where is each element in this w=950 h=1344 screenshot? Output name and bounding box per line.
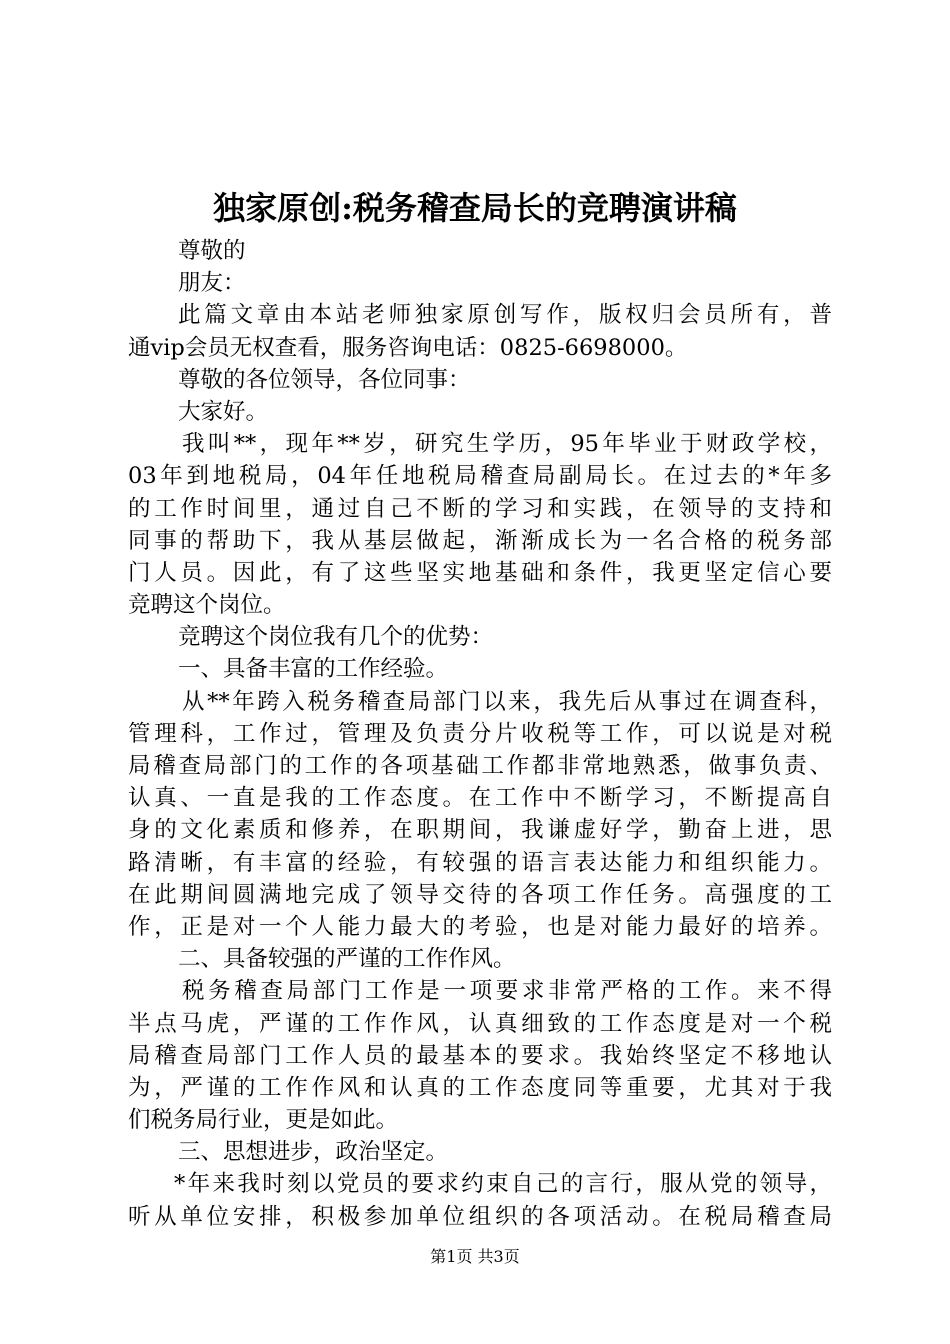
paragraph-line: 门人员。因此，有了这些坚实地基础和条件，我更坚定信心要	[128, 559, 832, 586]
paragraph-line: 管理科，工作过，管理及负责分片收税等工作，可以说是对税	[128, 720, 832, 747]
paragraph-line: 局稽查局部门工作人员的最基本的要求。我始终坚定不移地认	[128, 1042, 832, 1069]
copyright-notice-line-1: 此篇文章由本站老师独家原创写作，版权归会员所有，普	[178, 302, 832, 329]
paragraph-line: 身的文化素质和修养，在职期间，我谦虚好学，勤奋上进，思	[128, 817, 832, 844]
paragraph-line: 的工作时间里，通过自己不断的学习和实践，在领导的支持和	[128, 495, 832, 522]
document-body	[128, 235, 832, 1233]
paragraph-line: 我叫**，现年**岁，研究生学历，95年毕业于财政学校，	[182, 431, 832, 458]
section-heading-3: 三、思想进步，政治坚定。	[178, 1139, 449, 1166]
paragraph-line: 在此期间圆满地完成了领导交待的各项工作任务。高强度的工	[128, 881, 832, 908]
paragraph-line: 税务稽查局部门工作是一项要求非常严格的工作。来不得	[182, 978, 832, 1005]
section-heading-1: 一、具备丰富的工作经验。	[178, 656, 449, 683]
copyright-notice-line-2: 通vip会员无权查看，服务咨询电话：0825-6698000。	[128, 334, 688, 361]
advantages-intro-line: 竞聘这个岗位我有几个的优势：	[178, 624, 494, 651]
paragraph-line: 听从单位安排，积极参加单位组织的各项活动。在税局稽查局	[128, 1203, 832, 1230]
paragraph-line: 认真、一直是我的工作态度。在工作中不断学习，不断提高自	[128, 785, 832, 812]
hello-line: 大家好。	[178, 398, 269, 425]
paragraph-line: *年来我时刻以党员的要求约束自己的言行，服从党的领导，	[174, 1171, 832, 1198]
paragraph-line: 半点马虎，严谨的工作作风，认真细致的工作态度是对一个税	[128, 1010, 832, 1037]
paragraph-line: 03年到地税局，04年任地税局稽查局副局长。在过去的*年多	[128, 463, 832, 490]
section-heading-2: 二、具备较强的严谨的工作作风。	[178, 946, 516, 973]
paragraph-line: 同事的帮助下，我从基层做起，渐渐成长为一名合格的税务部	[128, 527, 832, 554]
paragraph-line: 竞聘这个岗位。	[128, 592, 286, 619]
document-title: 独家原创:税务稽查局长的竞聘演讲稿	[213, 189, 737, 227]
salutation-line-1: 尊敬的	[178, 238, 246, 264]
paragraph-line: 作，正是对一个人能力最大的考验，也是对能力最好的培养。	[128, 913, 832, 940]
paragraph-line: 为，严谨的工作作风和认真的工作态度同等重要，尤其对于我	[128, 1074, 832, 1101]
paragraph-line: 们税务局行业，更是如此。	[128, 1107, 399, 1134]
greeting-line: 尊敬的各位领导，各位同事：	[178, 366, 471, 393]
paragraph-line: 局稽查局部门的工作的各项基础工作都非常地熟悉，做事负责、	[128, 753, 832, 779]
paragraph-line: 从**年跨入税务稽查局部门以来，我先后从事过在调查科，	[182, 688, 832, 715]
salutation-line-2: 朋友：	[178, 270, 246, 297]
page-number-footer: 第1页 共3页	[430, 1247, 520, 1266]
paragraph-line: 路清晰，有丰富的经验，有较强的语言表达能力和组织能力。	[128, 849, 832, 876]
